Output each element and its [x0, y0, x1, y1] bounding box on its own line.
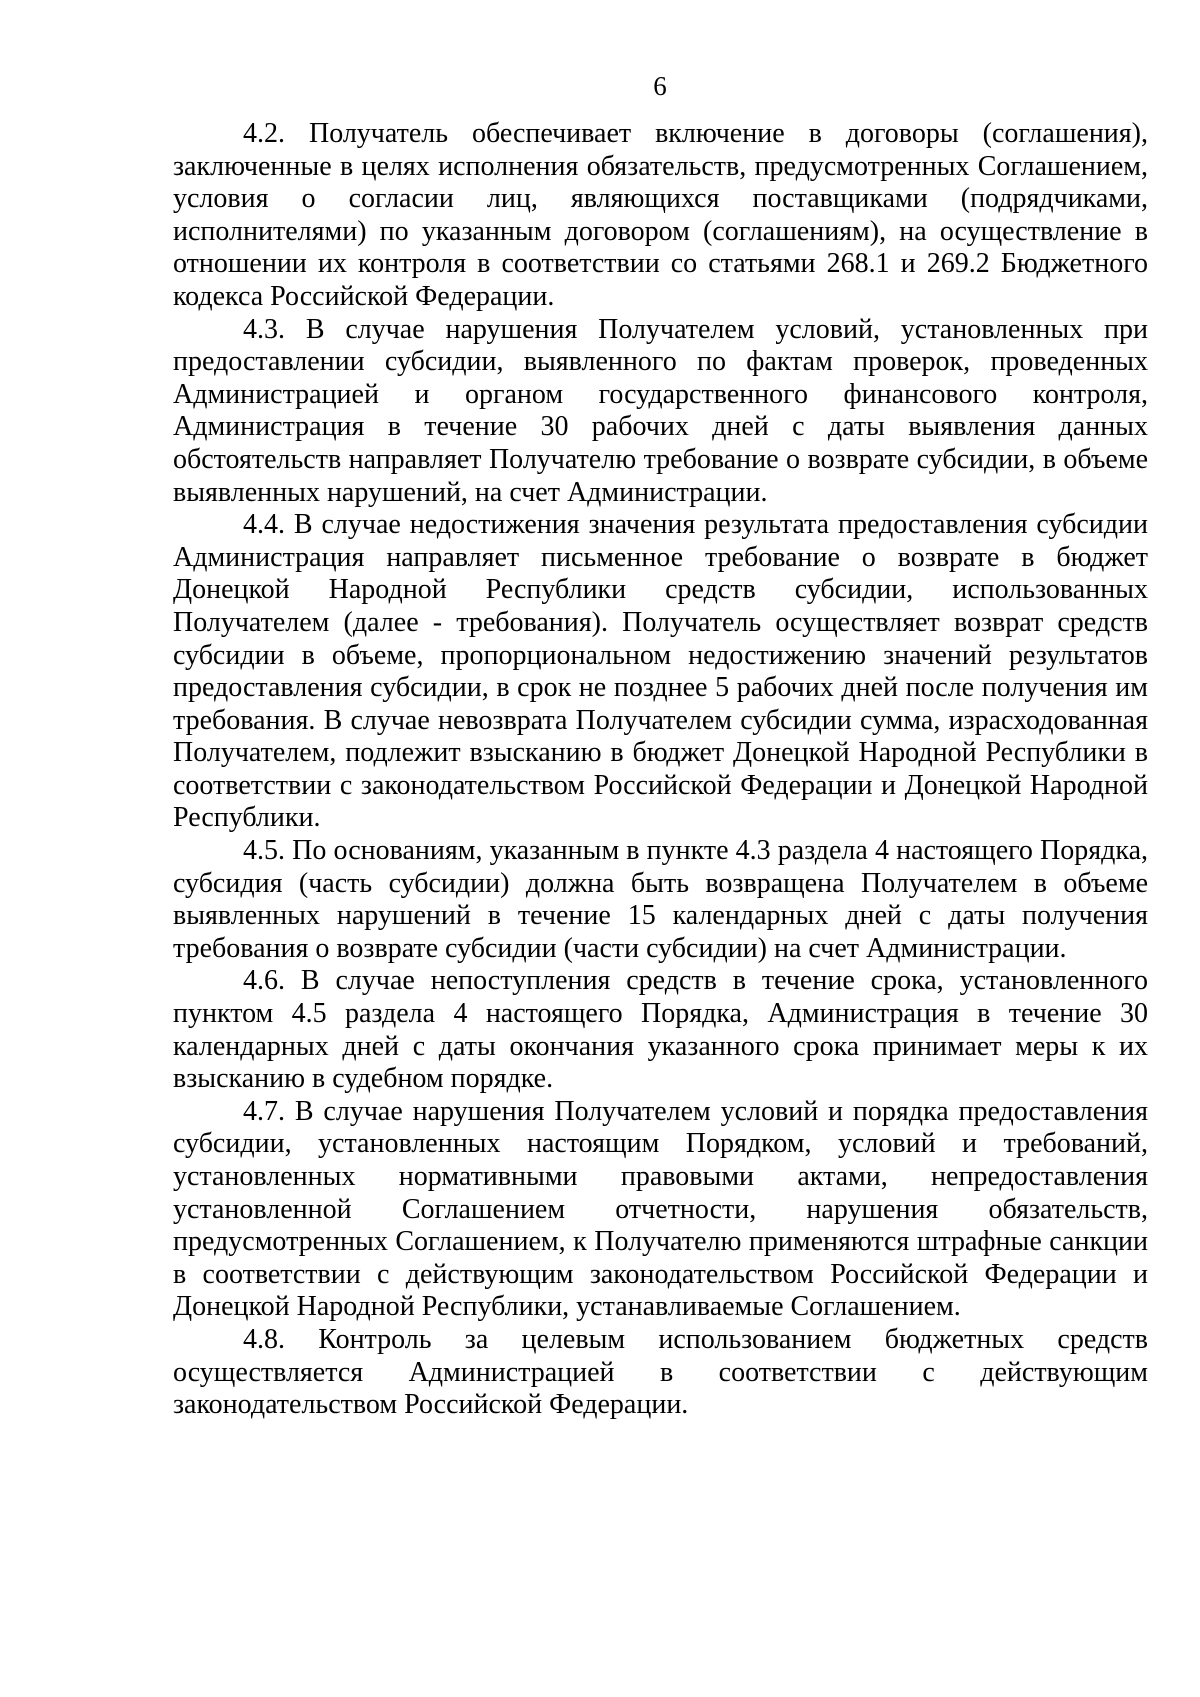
paragraph-text: Получатель обеспечивает включение в договоры (соглашения), заключенные в целях исполнения обязательств, предусмотренных Соглашением, условия о согласии лиц, являющихся поставщиками (подрядчиками, исполнителями) по указанным договором (соглашениям), на осуществление в отношении их контроля в соответствии со статьями 268.1 и 269.2 Бюджетного кодекса Российской Федерации. [173, 118, 1148, 312]
paragraph-number: 4.5. [243, 835, 285, 867]
paragraph-number: 4.6. [243, 965, 285, 997]
paragraph-4-7 [173, 1096, 1148, 1324]
paragraph-4-8 [173, 1324, 1148, 1422]
paragraph-4-3 [173, 314, 1148, 510]
paragraph-number: 4.2. [243, 118, 285, 149]
paragraph-4-5 [173, 835, 1148, 965]
paragraph-text: В случае нарушения Получателем условий и порядка предоставления субсидии, установленных настоящим Порядком, условий и требований, установленных нормативными правовыми актами, непредоставления установленной Соглашением отчетности, нарушения обязательств, предусмотренных Соглашением, к Получателю применяются штрафные санкции в соответствии с действующим законодательством Российской Федерации и Донецкой Народной Республики, устанавливаемые Соглашением. [173, 1095, 1148, 1323]
paragraph-text: В случае непоступления средств в течение срока, установленного пунктом 4.5 раздела 4 настоящего Порядка, Администрация в течение 30 календарных дней с даты окончания указанного срока принимает меры к их взысканию в судебном порядке. [173, 965, 1149, 1095]
paragraph-number: 4.3. [243, 313, 285, 345]
paragraph-text: В случае недостижения значения результата предоставления субсидии Администрация направляет письменное требование о возврате в бюджет Донецкой Народной Республики средств субсидии, использованных Получателем (далее - требования). Получатель осуществляет возврат средств субсидии в объеме, пропорциональном недостижению значений результатов предоставления субсидии, в срок не позднее 5 рабочих дней после получения им требования. В случае невозврата Получателем субсидии сумма, израсходованная Получателем, подлежит взысканию в бюджет Донецкой Народной Республики в соответствии с законодательством Российской Федерации и Донецкой Народной Республики. [173, 509, 1148, 834]
paragraph-4-4 [173, 509, 1148, 835]
paragraph-4-2 [173, 118, 1148, 314]
page-number: 6 [653, 71, 667, 101]
paragraph-text: По основаниям, указанным в пункте 4.3 раздела 4 настоящего Порядка, субсидия (часть субсидии) должна быть возвращена Получателем в объеме выявленных нарушений в течение 15 календарных дней с даты получения требования о возврате субсидии (части субсидии) на счет Администрации. [173, 835, 1149, 964]
paragraph-number: 4.7. [243, 1095, 285, 1127]
paragraph-number: 4.8. [243, 1323, 285, 1355]
paragraph-4-6 [173, 965, 1148, 1095]
paragraph-number: 4.4. [243, 509, 285, 541]
paragraph-text: В случае нарушения Получателем условий, установленных при предоставлении субсидии, выявленного по фактам проверок, проведенных Администрацией и органом государственного финансового контроля, Администрация в течение 30 рабочих дней с даты выявления данных обстоятельств направляет Получателю требование о возврате субсидии, в объеме выявленных нарушений, на счет Администрации. [173, 313, 1149, 508]
document-body [173, 118, 1148, 1422]
paragraph-text: Контроль за целевым использованием бюджетных средств осуществляется Администрацией в соответствии с действующим законодательством Российской Федерации. [173, 1323, 1149, 1421]
